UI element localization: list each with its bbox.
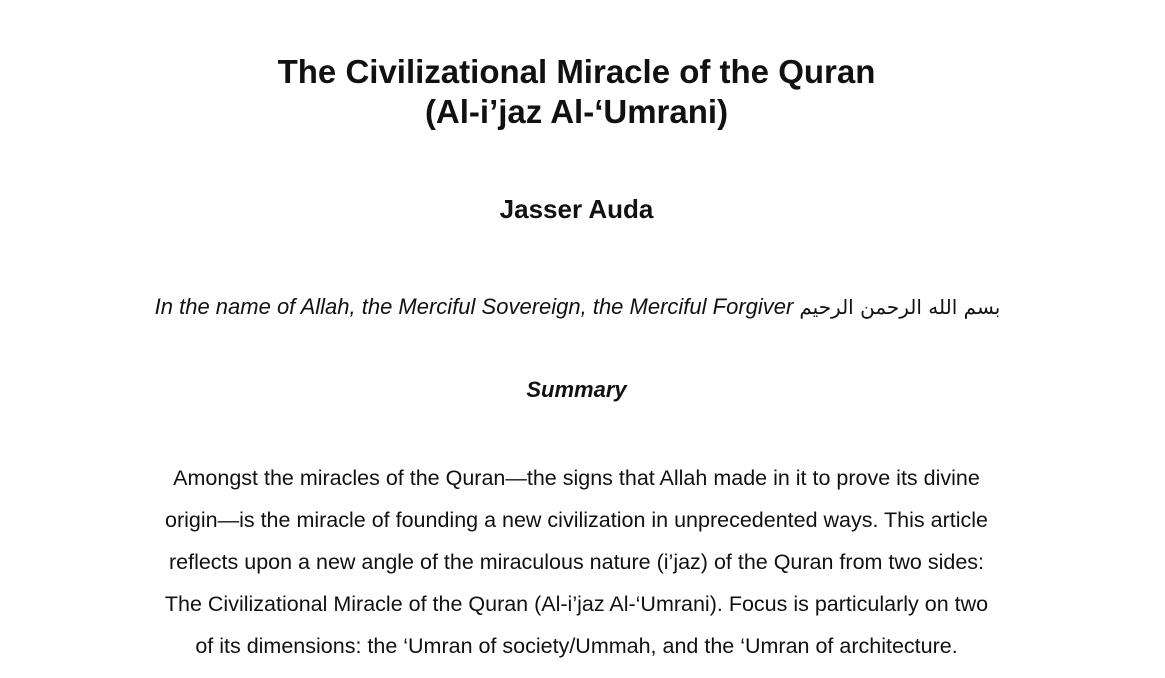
title-line-2: (Al-i’jaz Al-‘Umrani): [424, 93, 729, 130]
abstract-line-3: reflects upon a new angle of the miraculous nature (i’jaz) of the Quran from two sides:: [168, 550, 985, 574]
basmala-arabic: بسم الله الرحمن الرحيم: [799, 295, 1001, 319]
title-line-1: The Civilizational Miracle of the Quran: [277, 53, 876, 90]
abstract-line-2: origin—is the miracle of founding a new civilization in unprecedented ways. This article: [165, 508, 988, 532]
basmala-line: [0, 292, 1155, 322]
abstract-line-4: The Civilizational Miracle of the Quran (Al-i’jaz Al-‘Umrani). Focus is particularly on two: [164, 592, 989, 616]
abstract-line-1: Amongst the miracles of the Quran—the signs that Allah made in it to prove its divine: [173, 466, 980, 490]
author-name: Jasser Auda: [499, 194, 654, 224]
abstract-paragraph: [0, 457, 1153, 667]
abstract-line-5: of its dimensions: the ‘Umran of society/Ummah, and the ‘Umran of architecture.: [195, 634, 958, 658]
basmala-english: In the name of Allah, the Merciful Sovereign, the Merciful Forgiver: [154, 294, 794, 319]
summary-heading: Summary: [526, 377, 627, 402]
document-title: [0, 52, 1153, 132]
